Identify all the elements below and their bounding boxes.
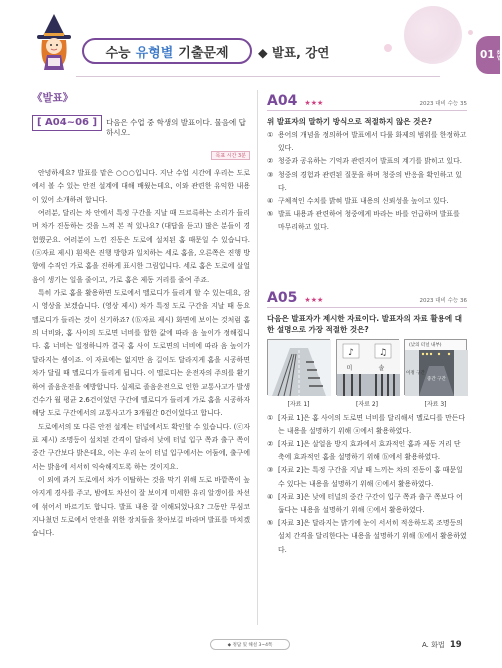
option-text: [자료 3]은 낮에 터널의 중간 구간이 입구 쪽과 출구 쪽보다 어둡다는 내용을 설명하기 위해 ⓒ에서 활용하였다. [278, 492, 463, 515]
answer-option[interactable] [267, 155, 467, 168]
option-text: 청중과 공유하는 기억과 관련지어 발표의 계기를 밝히고 있다. [278, 157, 462, 166]
figure-2 [336, 339, 399, 408]
title-banner [82, 38, 252, 64]
figure-caption: [자료 2] [356, 400, 378, 408]
option-number: ④ [267, 492, 274, 501]
page-section-label: A. 화법 [422, 641, 445, 649]
question-range: [ A04~06 ] [32, 115, 102, 131]
figure-caption: [자료 3] [424, 400, 447, 408]
question-text: 위 발표자의 말하기 방식으로 적절하지 않은 것은? [267, 117, 432, 126]
answer-option[interactable] [267, 195, 467, 208]
tunnel-top-label: (낮의 터널 내부) [409, 342, 442, 348]
difficulty-stars: ★★★ [304, 295, 324, 304]
question-header [267, 287, 467, 306]
answer-option[interactable] [267, 517, 467, 557]
question-divider [267, 110, 467, 111]
answer-option[interactable] [267, 169, 467, 195]
chapter-tab-label: 화법 [495, 50, 502, 60]
option-text: 용어의 개념을 정의하여 발표에서 다룰 화제의 범위를 한정하고 있다. [278, 131, 467, 153]
option-number: ⑤ [267, 519, 274, 528]
question-group-header [32, 115, 250, 138]
decorative-dot [468, 30, 473, 35]
svg-text:♫: ♫ [378, 347, 387, 358]
passage-paragraph: 여러분, 달리는 차 안에서 특정 구간을 지날 때 드르륵하는 소리가 들리며 차가 진동하는 것을 느껴 본 적 있나요? (대답을 듣고) 많은 분들이 경험했군요. 여러분이 느낀 진동은 도로에 설치된 홈 때문일 수 있습니다. (ⓐ자료 제시) 흰색은 진행 방향과 일치하는 세로 홈을, 오른쪽은 진행 방향에 수직인 가로 홈을 진하게 표시한 그림입니다. 세로 홈은 도로에 살얼음이 생기는 일을 줄이고, 가로 홈은 제동 거리를 줄여 주죠. [32, 209, 250, 284]
subject-label: ◆ 발표, 강연 [258, 45, 330, 60]
passage [32, 167, 250, 541]
title-part2: 유형별 [135, 45, 174, 61]
option-text: 구체적인 수치를 밝혀 발표 내용의 신뢰성을 높이고 있다. [278, 197, 449, 206]
option-number: ⑤ [267, 210, 274, 219]
decorative-dot [384, 44, 392, 52]
tunnel-middle-label: 중간 구간 [427, 376, 446, 382]
question-number: A04 [267, 93, 298, 109]
question-a04 [267, 90, 467, 235]
header-divider [76, 76, 440, 77]
figure-3 [404, 339, 467, 408]
passage-paragraph: 특히 가로 홈을 활용하면 도로에서 멜로디가 들리게 할 수 있는데요, 잠시 영상을 보겠습니다. (영상 제시) 차가 특정 도로 구간을 지날 때 동요 멜로디가 들리는 것이 신기하죠? (ⓑ자료 제시) 화면에 보이는 것처럼 홈의 너비와, 홈 사이의 도로면 너비를 합한 값에 따라 음 높이가 정해집니다. 홈 너비는 일정하니까 결국 홈 사이 도로면의 너비에 따라 음 높이가 달라지는 셈이죠. 이 자료에는 없지만 음 길이도 달라지게 홈을 시공하면 차가 달릴 때 멜로디가 들리게 됩니다. 이 멜로디는 운전자의 주의를 환기하여 졸음운전을 예방합니다. 실제로 졸음운전으로 인한 교통사고가 발생 건수가 월 평균 2.6건이었던 구간에 멜로디가 들리게 가로 홈을 시공하자 해당 도로 구간에서의 교통사고가 3개월간 0건이었다고 합니다. [32, 289, 250, 418]
time-badge [32, 142, 250, 161]
question-source: 2023 대비 수능 35 [419, 101, 467, 107]
tunnel-lights-icon [405, 340, 468, 396]
section-title: 《발표》 [32, 92, 74, 104]
svg-text:♪: ♪ [347, 347, 354, 358]
right-column [267, 90, 467, 557]
question-a05 [267, 287, 467, 557]
figure-3-image [404, 339, 467, 395]
figure-2-image [336, 339, 399, 395]
page-header [0, 0, 500, 82]
difficulty-stars: ★★★ [304, 99, 324, 107]
option-text: [자료 2]는 특정 구간을 지날 때 느끼는 차의 진동이 홈 때문일 수 있다는 내용을 설명하기 위해 ⓒ에서 활용하였다. [278, 466, 463, 488]
answer-option[interactable] [267, 491, 467, 517]
note-label-mi: 미 [346, 364, 353, 372]
option-number: ① [267, 131, 274, 139]
answer-reference-pill: ◆ 정답 및 해설 3~4쪽 [210, 639, 290, 650]
figure-row [267, 339, 467, 408]
option-number: ② [267, 157, 274, 166]
answer-options [267, 412, 467, 557]
page-number: 19 [449, 640, 462, 650]
question-source: 2023 대비 수능 36 [419, 297, 467, 304]
question-divider [267, 307, 467, 308]
road-grooves-icon [268, 340, 331, 396]
answer-options [267, 129, 467, 235]
passage-paragraph: 안녕하세요? 발표를 맡은 ○○○입니다. 지난 수업 시간에 우리는 도로에서 볼 수 있는 안전 설계에 대해 배웠는데요, 이와 관련한 유익한 내용이 있어 소개하려 합니다. [32, 169, 250, 204]
chapter-tab-number: 01 [480, 49, 495, 61]
option-number: ③ [267, 170, 274, 179]
answer-option[interactable] [267, 129, 467, 155]
question-number: A05 [267, 289, 298, 306]
answer-option[interactable] [267, 438, 467, 464]
left-column [32, 90, 250, 541]
question-instruction: 다음은 수업 중 학생의 발표이다. 물음에 답하시오. [106, 118, 246, 137]
option-text: 발표 내용과 관련하여 청중에게 바라는 바를 언급하며 발표를 마무리하고 있다. [278, 210, 460, 232]
tunnel-entrance-label: 이정 구간 [406, 370, 425, 376]
option-text: 청중의 경험과 관련된 질문을 하며 청중의 반응을 확인하고 있다. [278, 170, 462, 192]
time-badge-text: 목표 시간 3분 [211, 151, 250, 160]
figure-caption: [자료 1] [287, 400, 310, 408]
answer-option[interactable] [267, 464, 467, 490]
question-text: 다음은 발표자가 제시한 자료이다. 발표자의 자료 활용에 대한 설명으로 가장 적절한 것은? [267, 313, 463, 334]
answer-option[interactable] [267, 412, 467, 438]
decorative-circle [404, 6, 462, 64]
figure-1-image [267, 339, 330, 395]
figure-1 [267, 339, 330, 408]
title-part1: 수능 [105, 45, 131, 61]
option-number: ① [267, 413, 274, 422]
passage-paragraph: 이 외에 과거 도로에서 차가 이탈하는 것을 막기 위해 도로 바깥쪽이 높아지게 경사를 주고, 밤에도 차선이 잘 보이게 미세한 유리 알갱이를 차선에 섞어서 바르기도 합니다. 발표 내용 잘 이해되었나요? 그동안 무심코 지나쳤던 도로에서 안전을 위한 장치들을 찾아보길 바라며 발표를 마치겠습니다. [32, 475, 250, 538]
note-label-sol: 솔 [378, 364, 385, 372]
option-number: ② [267, 440, 274, 449]
passage-paragraph: 도로에서의 또 다른 안전 설계는 터널에서도 확인할 수 있습니다. (ⓒ자료 제시) 조명등이 설치된 간격이 달라서 낮에 터널 입구 쪽과 출구 쪽이 중간 구간보다 밝은데요, 이는 우리 눈이 터널 입구에서는 어둠에, 출구에서는 밝음에 서서히 익숙해지도록 하는 것이지요. [32, 422, 250, 471]
option-text: [자료 1]은 홈 사이의 도로면 너비를 달리해서 멜로디를 만든다는 내용을 설명하기 위해 ⓐ에서 활용하였다. [278, 413, 466, 435]
title-part3: 기출문제 [178, 45, 229, 61]
witch-mascot-icon [34, 14, 74, 72]
question-header [267, 90, 467, 109]
chapter-tab [476, 36, 500, 74]
column-divider [257, 90, 258, 625]
page-number-area [422, 640, 462, 650]
answer-option[interactable] [267, 208, 467, 234]
option-number: ③ [267, 466, 274, 475]
option-text: [자료 3]은 달라지는 밝기에 눈이 서서히 적응하도록 조명등의 설치 간격을 달리한다는 내용을 설명하기 위해 ⓑ에서 활용하였다. [278, 519, 467, 554]
option-text: [자료 1]은 살얼음 방지 효과에서 효과적인 홈과 제동 거리 단축에 효과적인 홈을 설명하기 위해 ⓑ에서 활용하였다. [278, 440, 461, 462]
option-number: ④ [267, 197, 274, 206]
